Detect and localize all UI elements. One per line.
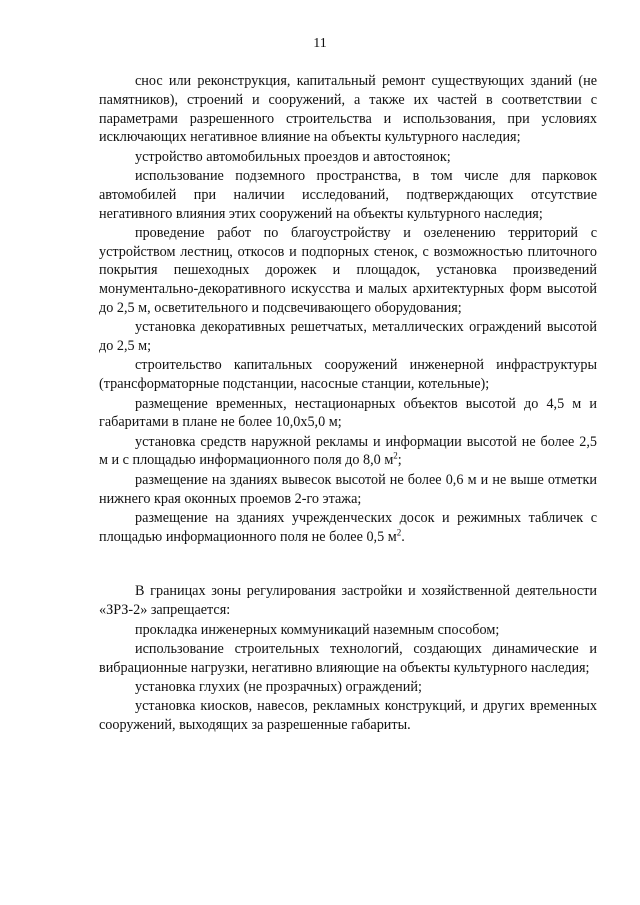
paragraph-reconstruction: снос или реконструкция, капитальный ремонт существующих зданий (не памятников), строений и сооружений, а также их частей в соответствии с параметрами разрешенного строительства и использования, при условиях исключающих негативное влияние на объекты культурного наследия;	[99, 73, 597, 146]
paragraph-kiosks: установка киосков, навесов, рекламных конструкций, и других временных сооружений, выходящих за разрешенные габариты.	[99, 698, 597, 733]
paragraph-zrz2-intro: В границах зоны регулирования застройки и хозяйственной деятельности «ЗРЗ-2» запрещается:	[99, 583, 597, 619]
paragraph-solid-fences: установка глухих (не прозрачных) ограждений;	[135, 678, 422, 695]
paragraph-temporary-objects: размещение временных, нестационарных объектов высотой до 4,5 м и габаритами в плане не более 10,0х5,0 м;	[99, 395, 597, 431]
paragraph-vibration: использование строительных технологий, создающих динамические и вибрационные нагрузки, негативно влияющие на объекты культурного наследия;	[99, 640, 597, 676]
paragraph-engineering-lines: прокладка инженерных коммуникаций наземным способом;	[135, 621, 500, 638]
paragraph-underground: использование подземного пространства, в том числе для парковок автомобилей при наличии исследований, подтверждающих отсутствие негативного влияния этих сооружений на объекты культурного наследия;	[99, 167, 597, 222]
paragraph-signs: размещение на зданиях вывесок высотой не более 0,6 м и не выше отметки нижнего края оконных проемов 2-го этажа;	[99, 471, 597, 507]
paragraph-fences: установка декоративных решетчатых, металлических ограждений высотой до 2,5 м;	[99, 319, 597, 355]
paragraph-roads: устройство автомобильных проездов и автостоянок;	[135, 148, 451, 165]
document-body	[99, 72, 597, 735]
paragraph-infrastructure: строительство капитальных сооружений инженерной инфраструктуры (трансформаторные подстанции, насосные станции, котельные);	[99, 357, 597, 393]
paragraph-plaques: размещение на зданиях учрежденческих досок и режимных табличек с площадью информационного поля не более 0,5 $м^2$.	[99, 509, 597, 545]
page-number: 11	[313, 36, 327, 51]
paragraph-billboards: установка средств наружной рекламы и информации высотой не более 2,5 м и с площадью информационного поля до 8,0 $м^2$;	[99, 433, 597, 469]
section-gap	[99, 546, 597, 582]
paragraph-landscaping: проведение работ по благоустройству и озеленению территорий с устройством лестниц, откосов и подпорных стенок, с возможностью плиточного покрытия пешеходных дорожек и площадок, установка произведений монументально-декоративного искусства и малых архитектурных форм высотой до 2,5 м, осветительного и подсвечивающего оборудования;	[99, 224, 597, 317]
